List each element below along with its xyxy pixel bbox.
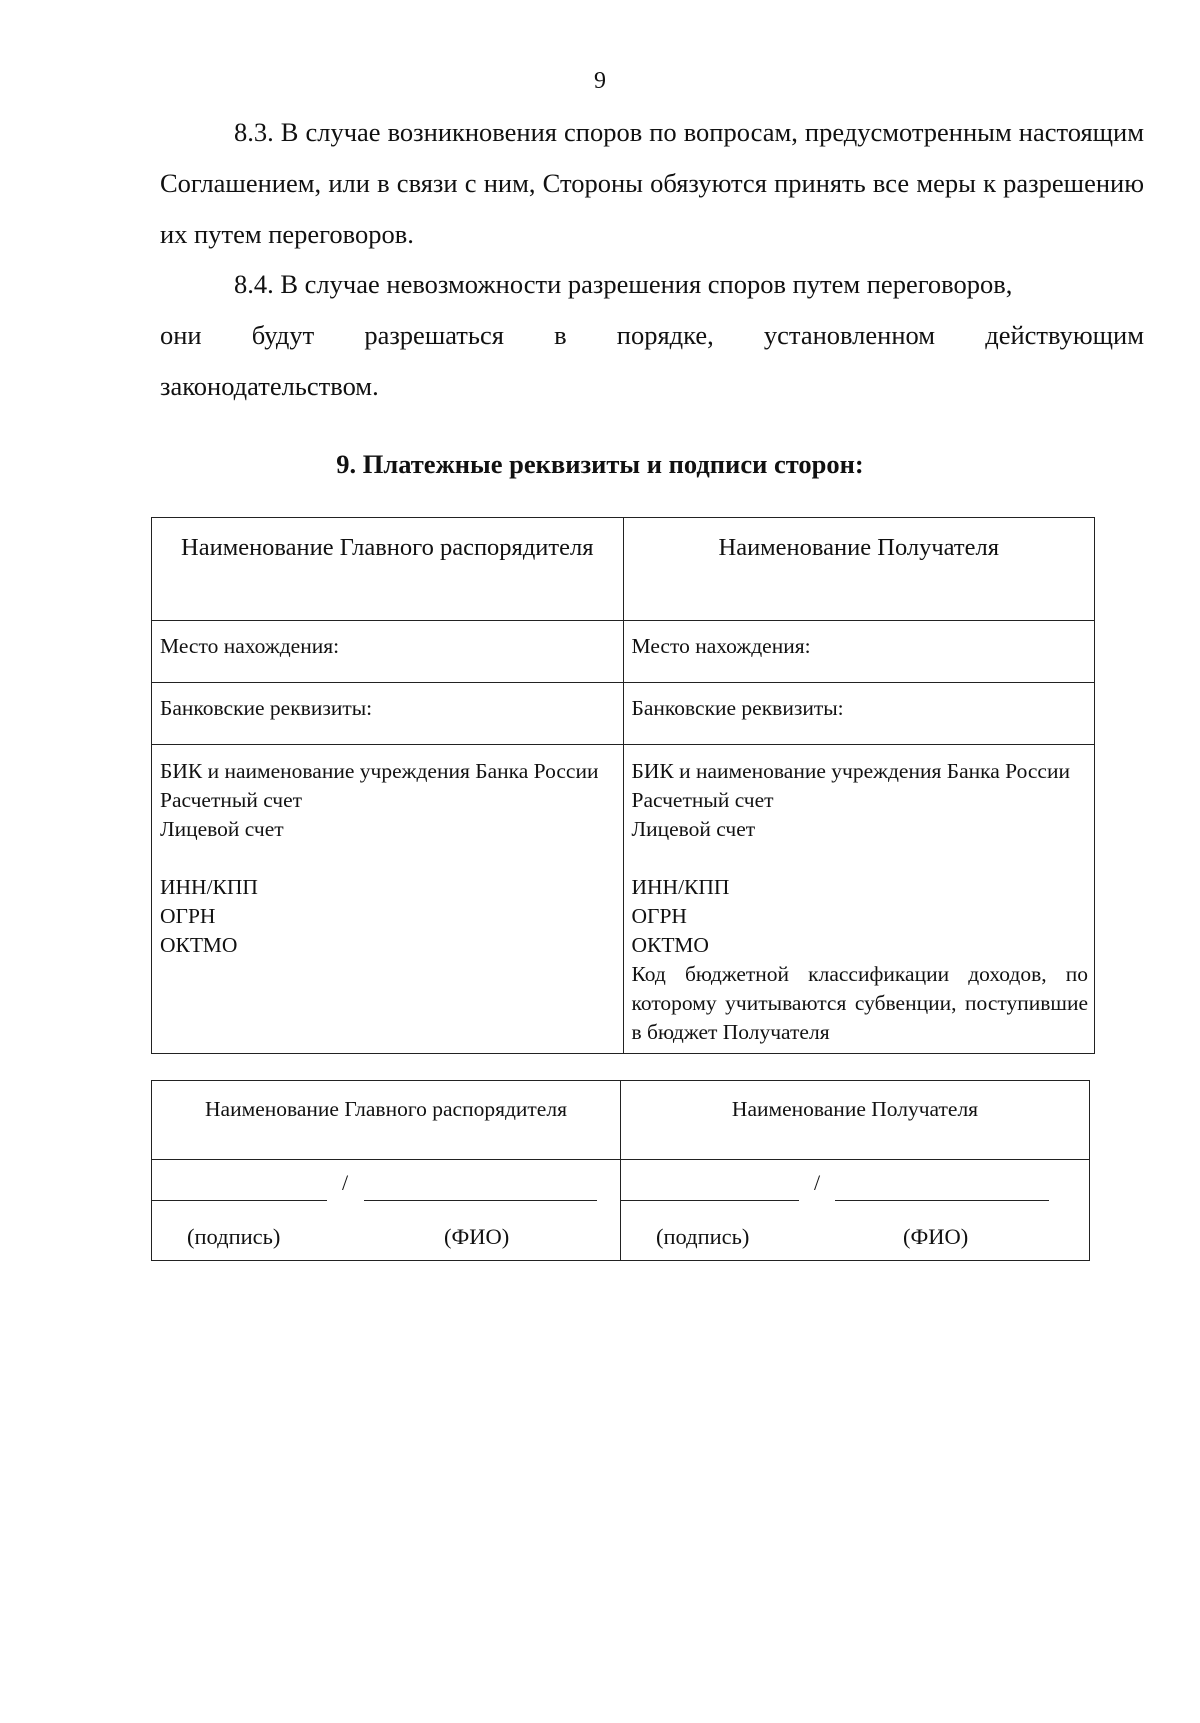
left-bank-label: Банковские реквизиты: [152,683,624,745]
right-detail-gap [632,844,1089,873]
right-detail-line: БИК и наименование учреждения Банка России [631,759,1070,783]
bank-row [152,683,1095,745]
signature-left-header: Наименование Главного распорядителя [152,1081,621,1160]
right-party-header: Наименование Получателя [718,534,999,561]
signature-row [152,1160,1090,1261]
right-slash: / [814,1170,821,1195]
right-details [623,745,1095,1054]
paragraph-8-4-line-2: они будут разрешаться в порядке, установленном действующим [160,320,1144,350]
section-heading: 9. Платежные реквизиты и подписи сторон: [336,449,864,479]
left-party-header: Наименование Главного распорядителя [181,534,594,561]
right-detail-line: Лицевой счет [631,817,756,841]
paragraph-8-4 [160,259,1144,412]
left-location-label: Место нахождения: [152,621,624,683]
right-bank-label: Банковские реквизиты: [623,683,1095,745]
location-row [152,621,1095,683]
right-signature-caption: (подпись) [656,1224,750,1249]
right-detail-line: ИНН/КПП [631,875,730,899]
signature-right-header: Наименование Получателя [621,1081,1090,1160]
left-detail-line: Расчетный счет [160,788,303,812]
details-row [152,745,1095,1054]
right-location-label: Место нахождения: [623,621,1095,683]
paragraph-8-3: 8.3. В случае возникновения споров по вопросам, предусмотренным настоящим Соглашением, или в связи с ним, Стороны обязуются принять все меры к разрешению их путем переговоров. [160,117,1144,249]
header-left-cell [152,518,624,621]
left-detail-gap [160,844,617,873]
right-signature-line [621,1200,799,1201]
right-name-caption: (ФИО) [903,1224,969,1249]
right-name-line [835,1200,1049,1201]
header-right-cell [623,518,1095,621]
right-detail-line: Код бюджетной классификации доходов, по которому учитываются субвенции, поступившие в бюджет Получателя [631,962,1088,1044]
left-name-line [364,1200,597,1201]
left-detail-line: Лицевой счет [160,817,284,841]
right-detail-line: ОГРН [631,904,687,928]
paragraph-8-4-line-1: 8.4. В случае невозможности разрешения споров путем переговоров, [234,269,1013,299]
signature-header-row [152,1081,1090,1160]
left-detail-line: ИНН/КПП [160,875,258,899]
left-details [152,745,624,1054]
right-signature-cell [621,1160,1090,1261]
requisites-header-row [152,518,1095,621]
left-detail-line: ОКТМО [160,933,238,957]
paragraph-8-4-line-3: законодательством. [160,371,379,401]
left-slash: / [342,1170,349,1195]
left-signature-caption: (подпись) [187,1224,281,1249]
left-name-caption: (ФИО) [444,1224,510,1249]
left-signature-line [152,1200,327,1201]
page-number: 9 [594,68,606,94]
requisites-table [151,517,1095,1054]
right-detail-line: ОКТМО [631,933,709,957]
left-signature-cell [152,1160,621,1261]
right-detail-line: Расчетный счет [631,788,774,812]
left-detail-line: ОГРН [160,904,216,928]
left-detail-line: БИК и наименование учреждения Банка России [160,759,599,783]
signature-table [151,1080,1090,1261]
